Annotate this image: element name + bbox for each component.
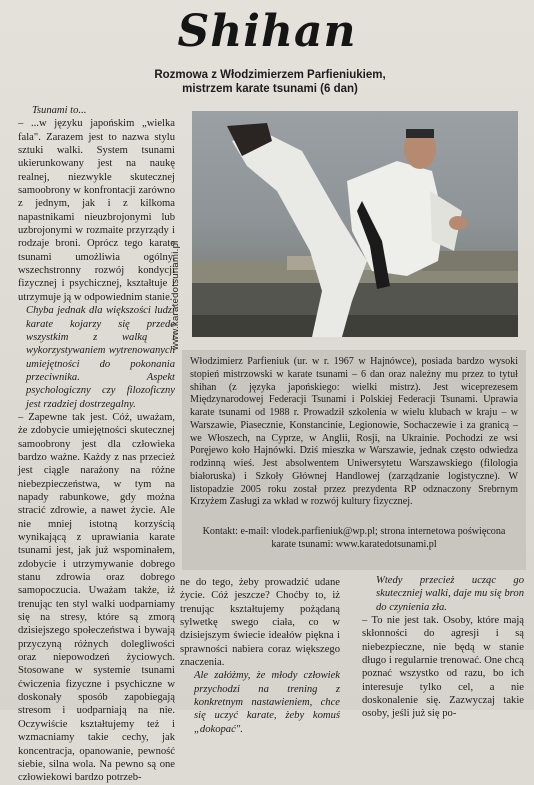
subtitle-line-2: mistrzem karate tsunami (6 dan) [182,83,358,95]
interview-question: Ale załóżmy, że młody człowiek przychodzi na trening z konkretnym nastawieniem, chce się uczyć karate, żeby komuś „dokopać". [194,670,340,735]
interview-question: Wtedy przecież ucząc go skuteczniej walki, daje mu się bron do czynienia zła. [376,575,524,613]
article-title: Shihan [177,6,357,57]
karate-kick-photo-illustration [192,111,518,337]
biography-text: Włodzimierz Parfieniuk (ur. w r. 1967 w Hajnówce), posiada bardzo wysoki stopień mistrzowski w karate tsunami – 6 dan oraz należny mu przez to tytuł shihan (z języka japońskiego: wielki mistrz). Jest wiceprezesem Międzynarodowej Federacji Tsunami i Polskiej Federacji Tsunami. Uprawia karate tsunami od 1988 r. Prowadził szkolenia w wielu klubach w kraju – w Warszawie, Piasecznie, Konstancinie, Legionowie, Sochaczewie i za granicą – we Włoszech, na Cyprze, w Anglii, Rosji, na Ukrainie. Pochodzi ze wsi Poręjewo koło Hajnówki. Dziś mieszka w Warszawie, jednak często odwiedza rodzinną wieś. Jest absolwentem Uniwersytetu Warszawskiego (filologia białoruska) i Szkoły Głównej Handlowej (zarządzanie logistyczne). W listopadzie 2005 roku został przez prezydenta RP odznaczony Srebrnym Krzyżem Zasługi za wkład w rozwój kultury fizycznej. [190,356,518,508]
interview-answer: – Zapewne tak jest. Cóż, uważam, że zdobycie umiejętności skutecznej samoobrony jest dla człowieka bardzo ważne. Każdy z nas przecież jest ciągle narażony na różne niebezpieczeństwa, w tym na napady rabunkowe, gdy można stracić zdrowie, a nawet życie. Ale nie mniej istotną korzyścią wynikającą z uprawiania karate tsunami jest, jak już wspominałem, zdobycie i utrzymywanie dobrego stanu zdrowia oraz dobrego samopoczucia. Uważam także, iż trenując ten styl walki uodparniamy się na stresy, które są zmorą dzisiejszego społeczeństwa i bywają przyczyną różnych dolegliwości oraz niepowodzeń życiowych. Stosowane w systemie tsunami ćwiczenia fizyczne i psychiczne w doskonały sposób zapobiegają stresom i uodparniają na nie. Oczywiście kształtujemy też i wzmacniamy takie cechy, jak koncentracja, opanowanie, pewność siebie, silna wola. Na pewno są one człowiekowi bardzo potrzeb- [18,411,175,784]
left-column [18,104,175,785]
right-column [362,574,524,721]
interview-answer: – To nie jest tak. Osoby, które mają skłonności do agresji i są niebezpieczne, nie będą w stanie długo i regularnie trenować. One chcą poznać wszystko od razu, bo ich interesuje tylko cel, a nie doskonalenie się. Zazwyczaj takie osoby, jeśli już się po- [362,615,524,720]
vertical-website-caption: www.karatedotsunami.pl [170,240,181,350]
interview-question: Tsunami to... [32,105,87,116]
interview-question: Chyba jednak dla większości ludzi karate kojarzy się przede wszystkim z walką i wykorzystywaniem wytrenowanych umiejętności do pokonania przeciwnika. Aspekt psychologiczny czy filozoficzny jest rzadziej dostrzegalny. [26,305,175,410]
article-subtitle [120,68,420,96]
middle-column [180,576,340,736]
interview-answer: – ...w języku japońskim „wielka fala". Zarazem jest to nazwa stylu sztuki walki. System tsunami ukierunkowany jest na naukę realnej, niezwykle skutecznej samoobrony w konfrontacji zarówno z jednym, jak i z kilkoma napastnikami nieuzbrojonymi lub uzbrojonymi w rozmaite przyrządy i rodzaje broni. Oprócz tego karate tsunami umożliwia ogólny, wszechstronny rozwój kondycji fizycznej i psychicznej, kształtuje i utrzymuje ją w odpowiednim stanie. [18,118,175,303]
biography-contact: Kontakt: e-mail: vlodek.parfieniuk@wp.pl; strona internetowa poświęcona karate tsunami: www.karatedotsunami.pl [202,526,506,550]
karate-kick-photo [192,111,518,337]
subtitle-line-1: Rozmowa z Włodzimierzem Parfieniukiem, [154,69,386,81]
interview-answer: ne do tego, żeby prowadzić udane życie. Cóż jeszcze? Choćby to, iż trenując kształtujemy pożądaną sylwetkę swego ciała, co w dzisiejszym świecie ideałów piękna i sprawności nabiera coraz większego znaczenia. [180,577,340,669]
biography-box [182,350,526,570]
